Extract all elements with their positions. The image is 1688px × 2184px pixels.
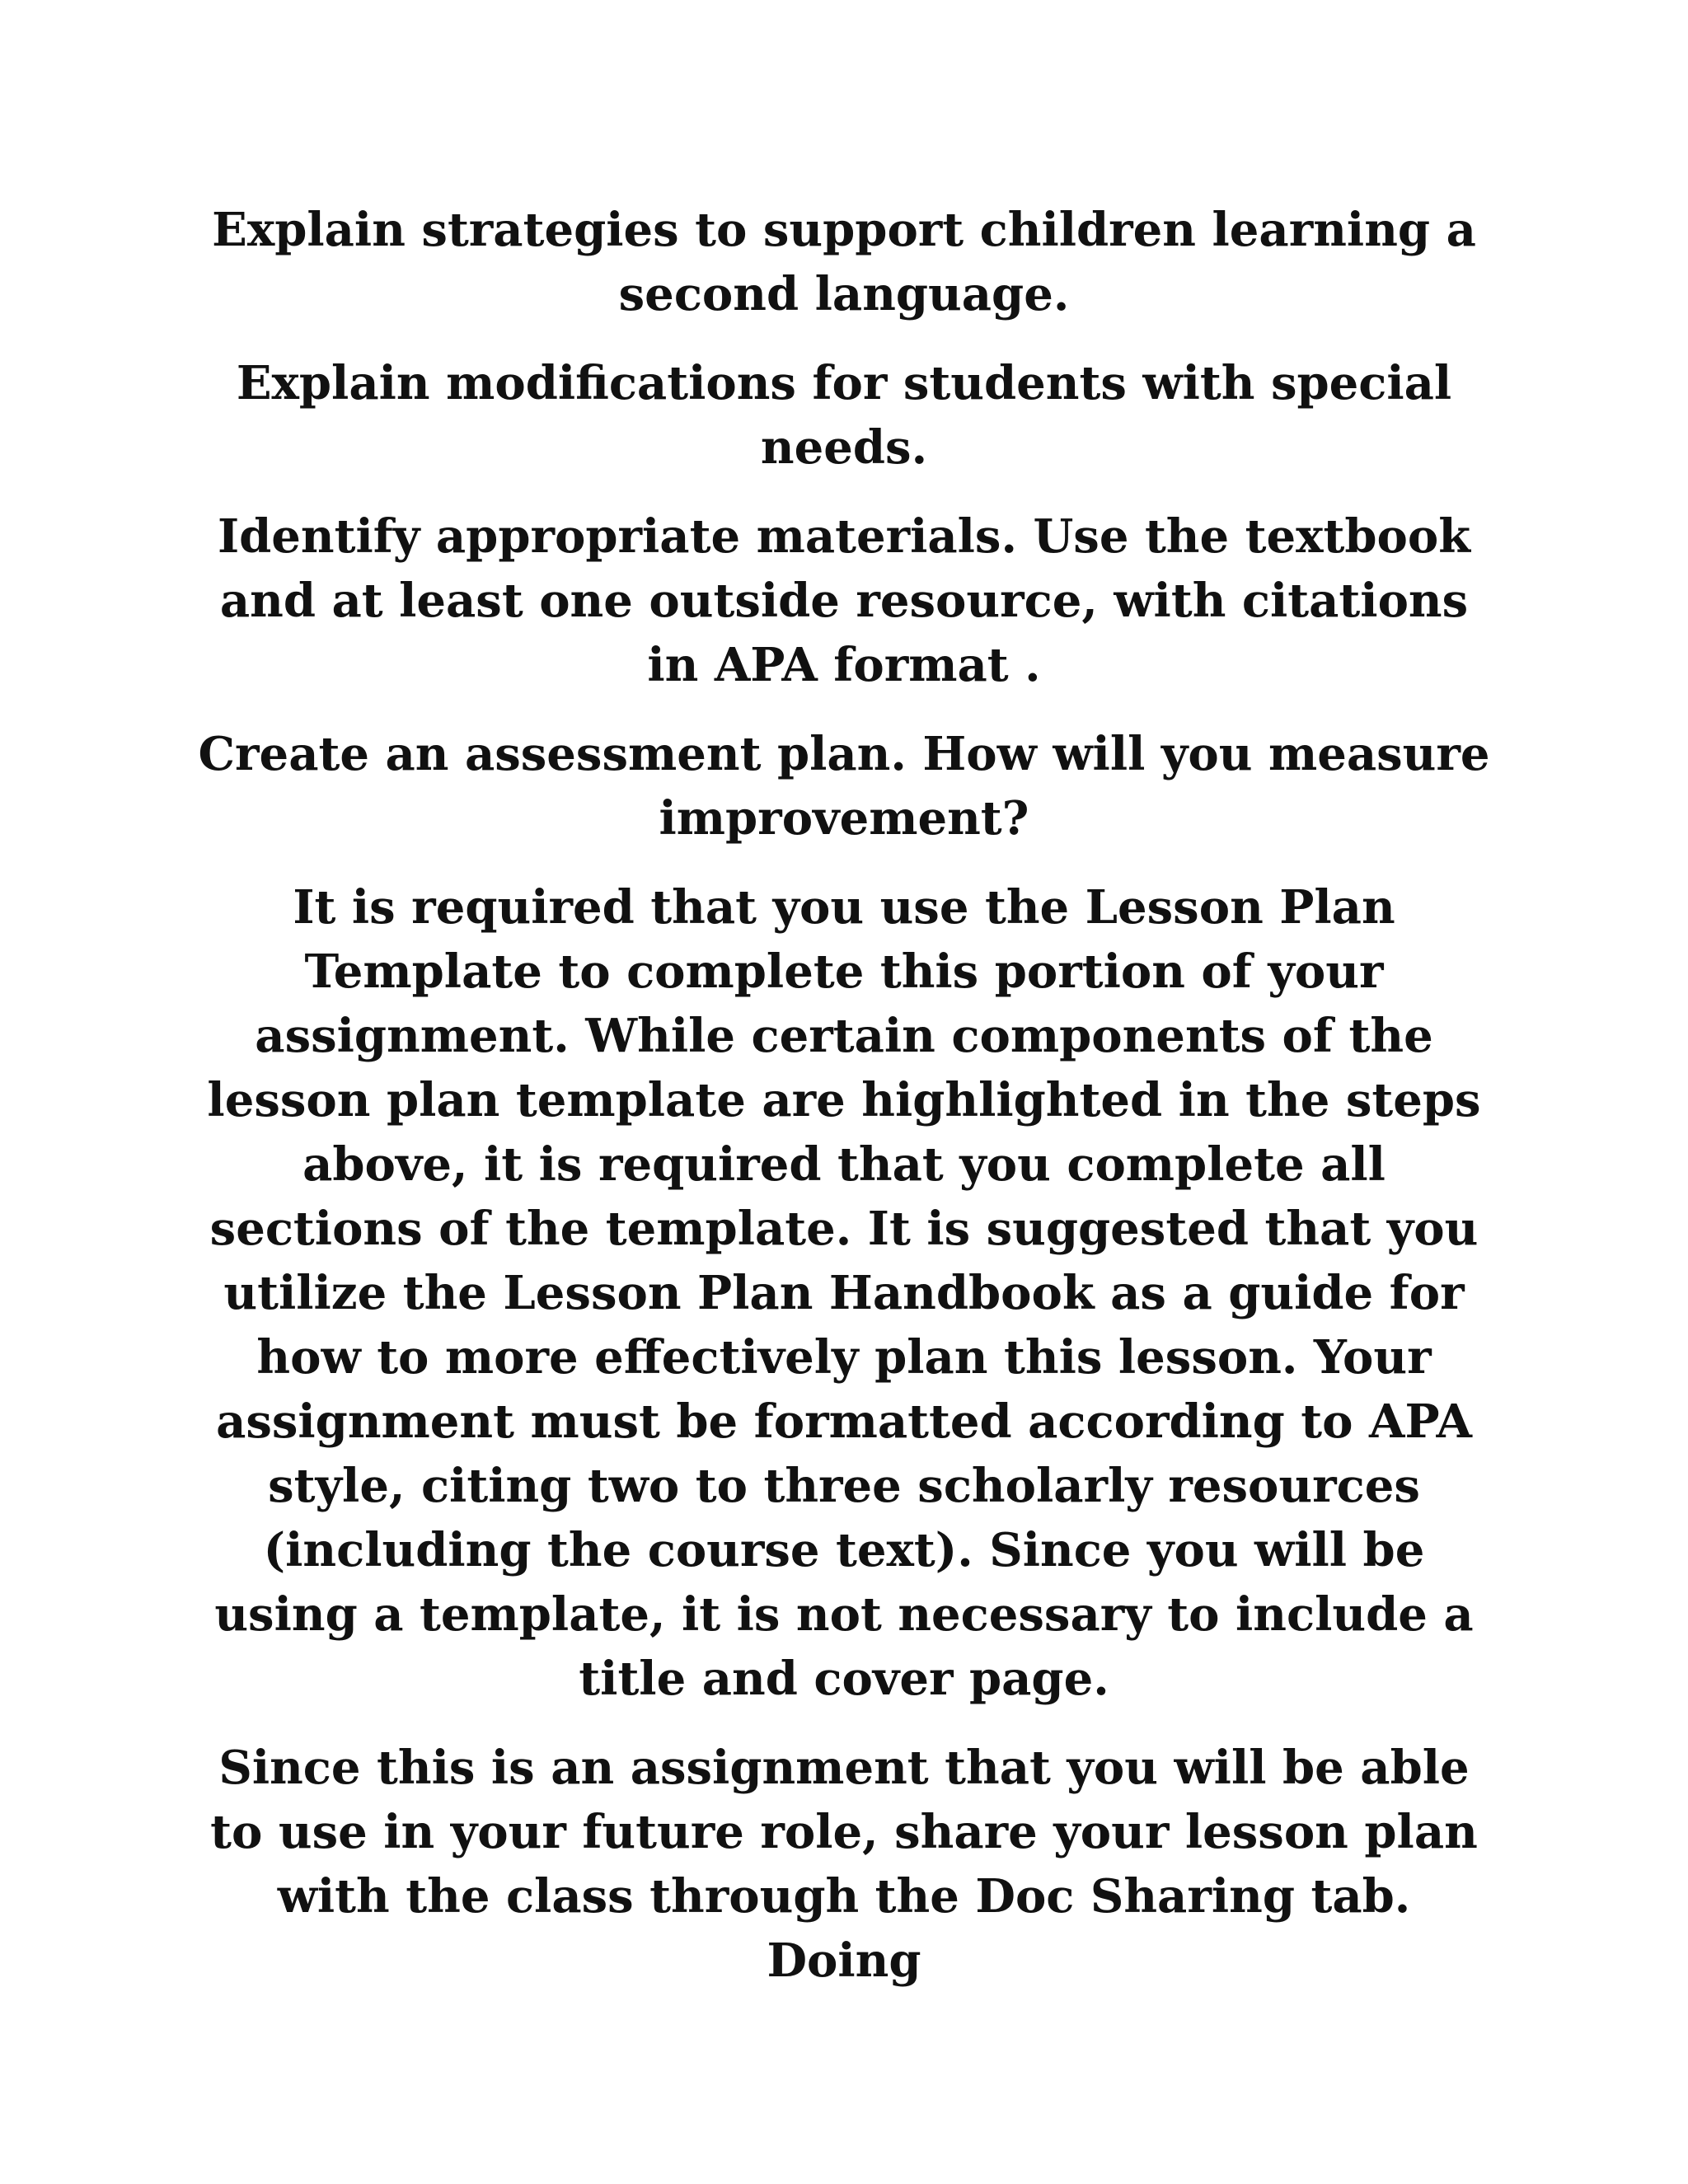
paragraph-lesson-plan-template: It is required that you use the Lesson Plan Template to complete this portion of your assignment. While certain components of the lesson plan template are highlighted in the steps above, it is required that you complete all sections of the template. It is suggested that you utilize the Lesson Plan Handbook as a guide for how to more effectively plan this lesson. Your assignment must be formatted according to APA style, citing two to three scholarly resources (including the course text). Since you will be using a template, it is not necessary to include a title and cover page. — [207, 880, 1481, 1706]
document-body — [198, 198, 1490, 2018]
paragraph-appropriate-materials: Identify appropriate materials. Use the textbook and at least one outside resource, with citations in APA format . — [217, 509, 1471, 692]
paragraph-special-needs-modifications: Explain modifications for students with special needs. — [236, 356, 1452, 475]
paragraph-second-language-strategies: Explain strategies to support children learning a second language. — [212, 203, 1476, 321]
paragraph-doc-sharing: Since this is an assignment that you will be able to use in your future role, share your lesson plan with the class through the Doc Sharing tab. Doing — [210, 1741, 1478, 1988]
paragraph-assessment-plan: Create an assessment plan. How will you measure improvement? — [198, 727, 1490, 846]
